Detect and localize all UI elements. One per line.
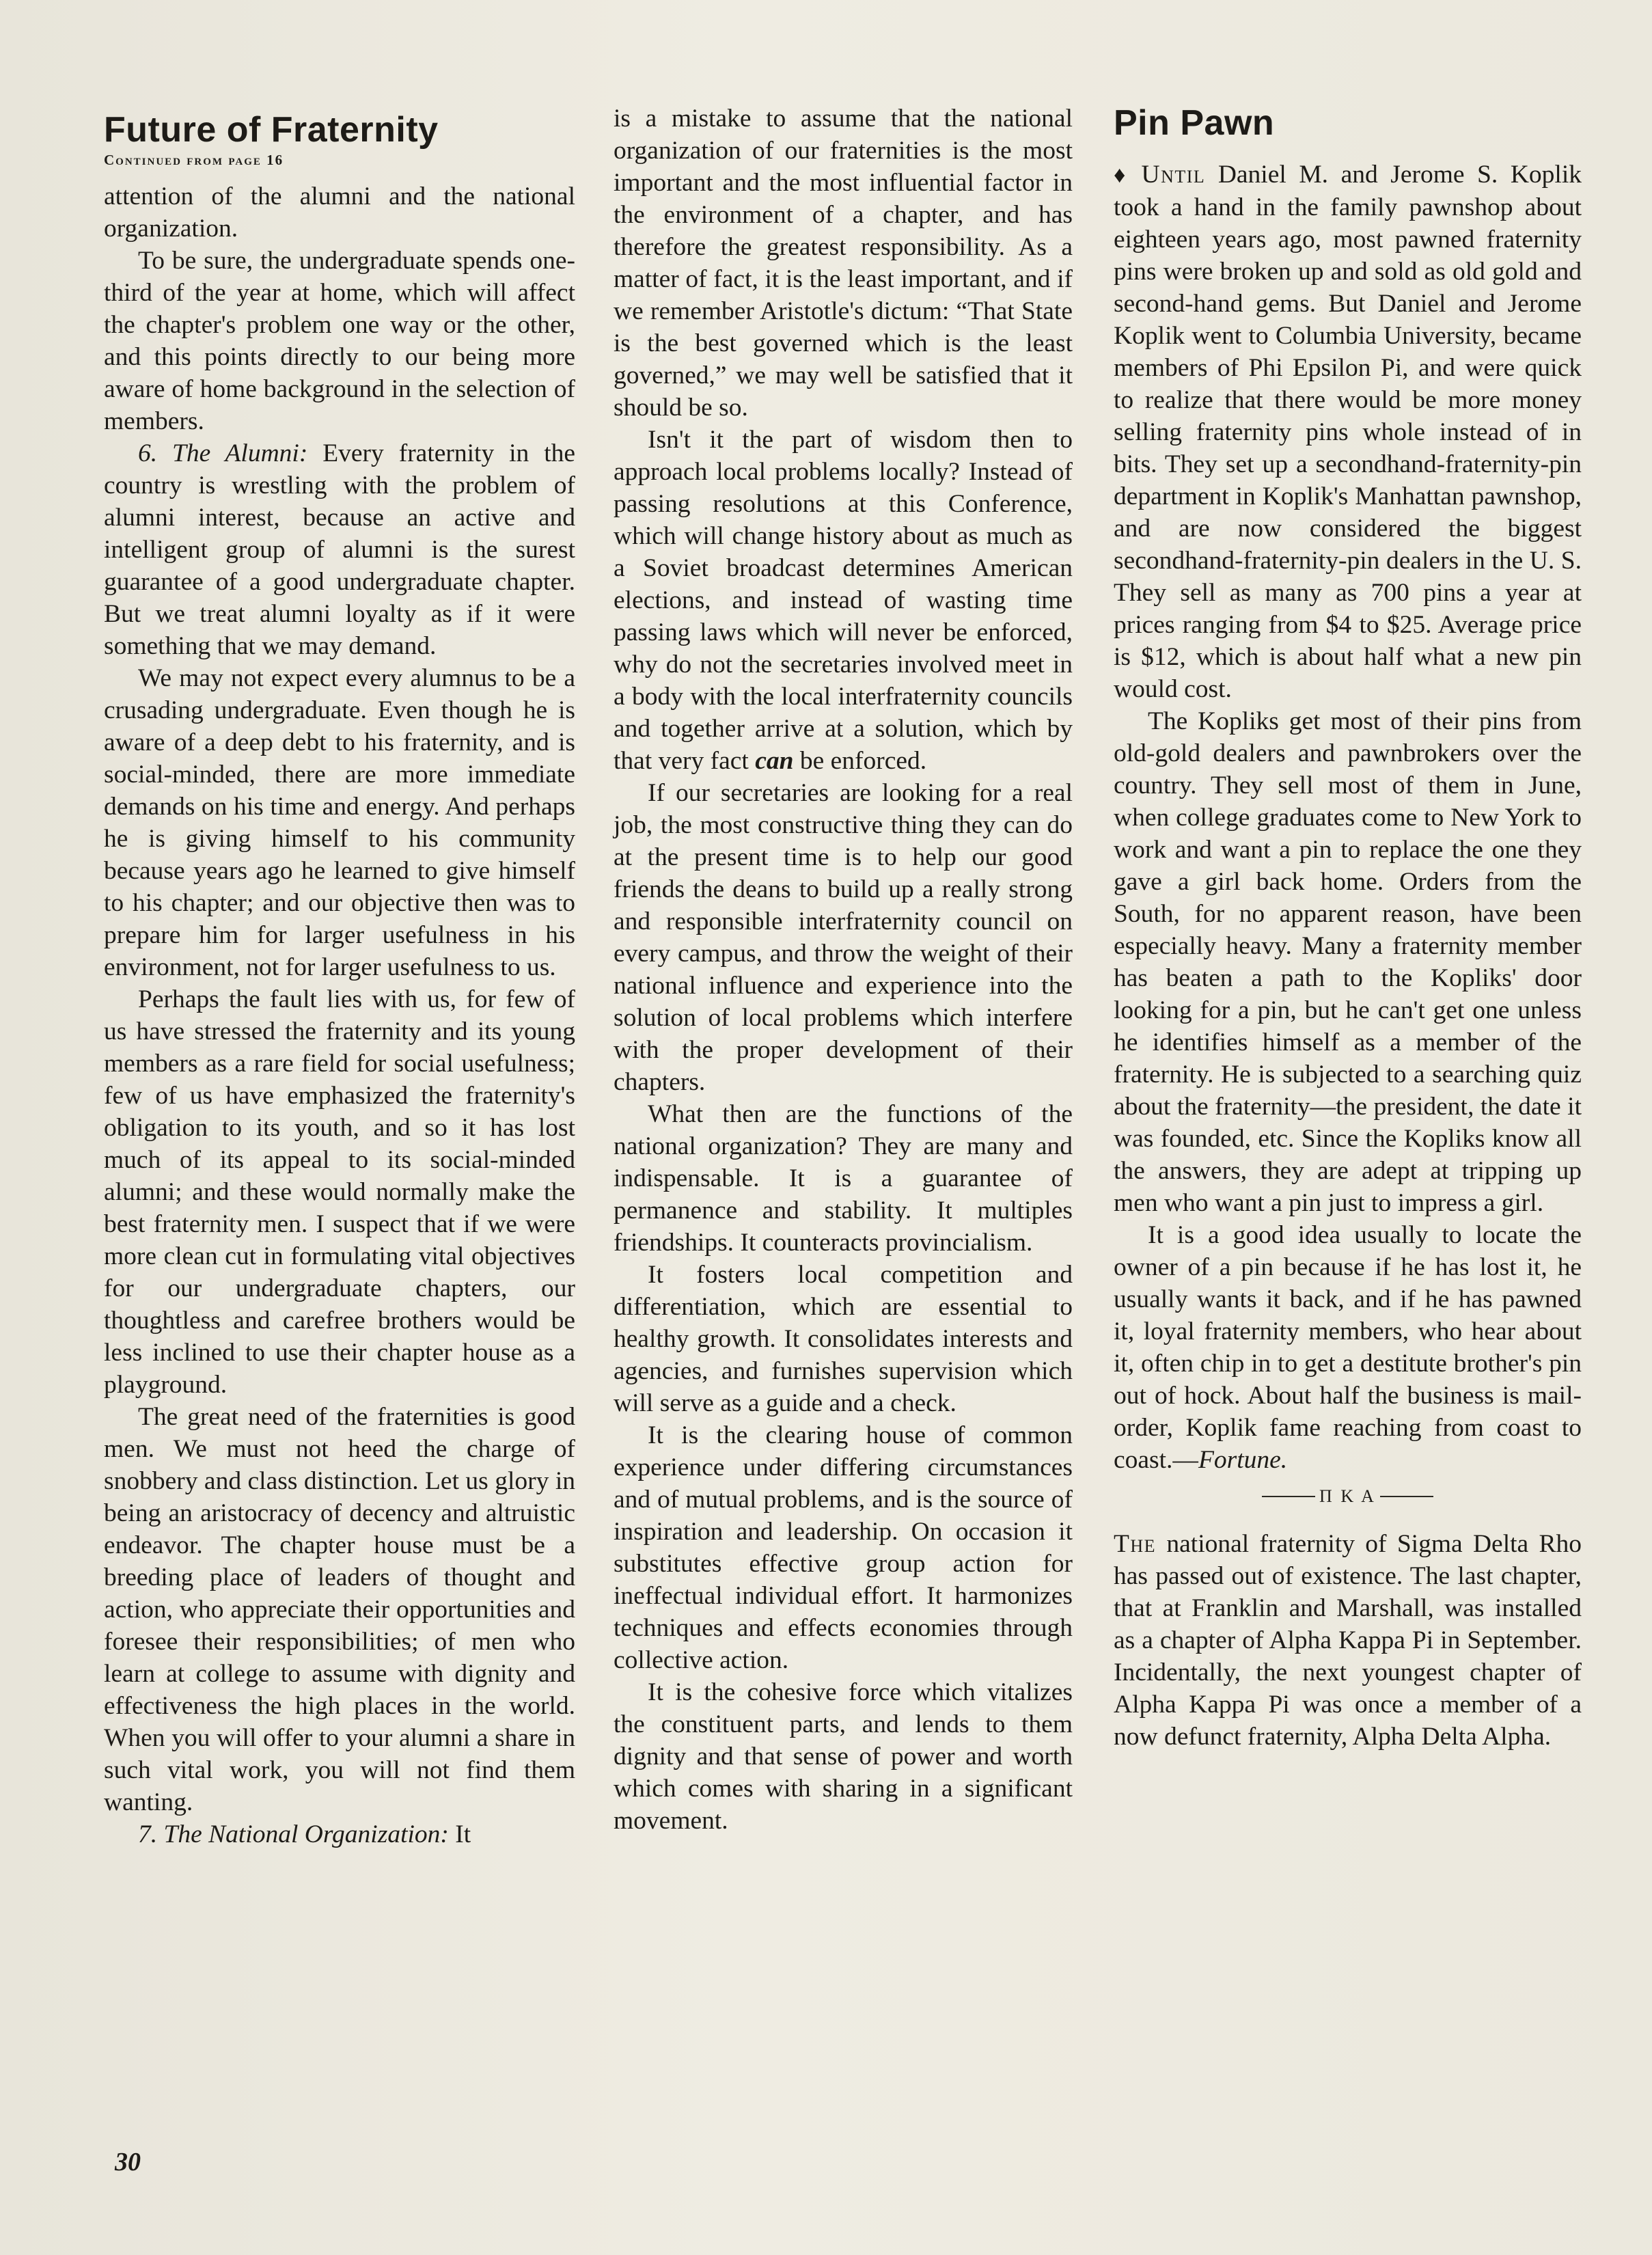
paragraph: 7. The National Organization: It (138, 1820, 471, 1848)
paragraph: 6. The Alumni: Every fraternity in the country is wrestling with the problem of alumni interest, because an active and intelligent group of alumni is the surest guarantee of a good undergraduate chapter. But we treat alumni loyalty as if it were something that we may demand. (104, 439, 576, 660)
paragraph: What then are the functions of the national organization? They are many and indispensable. It is a guarantee of permanence and stability. It multiples friendships. It counteracts provincialism. (614, 1100, 1073, 1257)
section-label-alumni: 6. The Alumni: (138, 439, 308, 467)
article-title-future-of-fraternity: Future of Fraternity (104, 110, 439, 150)
page-number: 30 (115, 2148, 141, 2176)
paragraph: The great need of the fraternities is good men. We must not heed the charge of snobbery and class distinction. Let us glory in being an aristocracy of decency and altruistic endeavor. The chapter house must be a breeding place of leaders of thought and action, who appreciate their opportunities and foresee their responsibilities; of men who learn at college to assume with dignity and effectiveness the high places in the world. When you will offer to your alumni a share in such vital work, you will not find them wanting. (104, 1403, 575, 1816)
left-column (104, 102, 575, 1850)
paragraph: If our secretaries are looking for a real job, the most constructive thing they can do at the present time is to help our good friends the deans to build up a really strong and responsible interfraternity council on every campus, and throw the weight of their national influence and experience into the solution of local problems which interfere with the proper development of their chapters. (614, 779, 1073, 1096)
paragraph: Perhaps the fault lies with us, for few of us have stressed the fraternity and its young members as a rare field for social usefulness; few of us have emphasized the fraternity's obligation to its youth, and so it has lost much of its appeal to its social-minded alumni; and these would normally make the best fraternity men. I suspect that if we were more clean cut in formulating vital objectives for our undergraduate chapters, our thoughtless and carefree brothers would be less inclined to use their chapter house as a playground. (104, 985, 575, 1399)
right-column (1114, 102, 1582, 1753)
paragraph: It is the clearing house of common experience under differing circumstances and of mutual problems, and is the source of inspiration and leadership. On occasion it substitutes effective group action for ineffectual individual effort. It harmonizes techniques and effects economies through collective action. (614, 1421, 1073, 1674)
paragraph: It is the cohesive force which vitalizes the constituent parts, and lends to them dignity and that sense of power and worth which comes with sharing in a significant movement. (614, 1678, 1073, 1835)
paragraph: It fosters local competition and differentiation, which are essential to healthy growth. It consolidates interests and agencies, and furnishes supervision which will serve as a guide and a check. (614, 1261, 1073, 1417)
diamond-bullet-icon: ♦ (1114, 163, 1132, 188)
paragraph: attention of the alumni and the national organization. (104, 182, 575, 243)
source-fortune: Fortune. (1198, 1446, 1288, 1474)
paragraph: The Kopliks get most of their pins from old-gold dealers and pawnbrokers over the country. They sell most of them in June, when college graduates come to New York to work and want a pin to replace the one they gave a girl back home. Orders from the South, for no apparent reason, have been especially heavy. Many a fraternity member has beaten a path to the Kopliks' door looking for a pin, but he can't get one unless he identifies himself as a member of the fraternity. He is subjected to a searching quiz about the fraternity—the president, the date it was founded, etc. Since the Kopliks know all the answers, they are adept at tripping up men who want a pin just to impress a girl. (1114, 707, 1582, 1217)
paragraph: It is a good idea usually to locate the owner of a pin because if he has lost it, he usually wants it back, and if he has pawned it, loyal fraternity members, who hear about it, often chip in to get a destitute brother's pin out of hock. About half the business is mail-order, Koplik fame reaching from coast to coast.—Fortune. (1114, 1221, 1582, 1474)
paragraph: ♦ Until Daniel M. and Jerome S. Koplik took a hand in the family pawnshop about eighteen years ago, most pawned fraternity pins were broken up and sold as old gold and second-hand gems. But Daniel and Jerome Koplik went to Columbia University, became members of Phi Epsilon Pi, and were quick to realize that there would be more money selling fraternity pins whole instead of in bits. They set up a secondhand-fraternity-pin department in Koplik's Manhattan pawnshop, and are now considered the biggest secondhand-fraternity-pin dealers in the U. S. They sell as many as 700 pins a year at prices ranging from $4 to $25. Average price is $12, which is about half what a new pin would cost. (1114, 161, 1582, 703)
paragraph: To be sure, the undergraduate spends one-third of the year at home, which will affect the chapter's problem one way or the other, and this points directly to our being more aware of home background in the selection of members. (104, 247, 575, 435)
paragraph: Isn't it the part of wisdom then to approach local problems locally? Instead of passing resolutions at this Conference, which will change history about as much as a Soviet broadcast determines American elections, and instead of wasting time passing laws which will never be enforced, why do not the secretaries involved meet in a body with the local interfraternity councils and together arrive at a solution, which by that very fact can be enforced. (614, 426, 1073, 775)
middle-column (614, 102, 1073, 1837)
emphasis-can: can (755, 747, 794, 775)
paragraph: is a mistake to assume that the national organization of our fraternities is the most important and the most influential factor in the environment of a chapter, and has therefore the greatest responsibility. As a matter of fact, it is the least important, and if we remember Aristotle's dictum: “That State is the best governed which is the least governed,” we may well be satisfied that it should be so. (614, 105, 1073, 422)
paragraph: We may not expect every alumnus to be a crusading undergraduate. Even though he is aware of a deep debt to his fraternity, and is social-minded, there are more immediate demands on his time and energy. And perhaps he is giving himself to his community because years ago he learned to give himself to his chapter; and our objective then was to prepare him for larger usefulness in his environment, not for larger usefulness to us. (104, 664, 575, 981)
section-label-national-organization: 7. The National Organization: (138, 1820, 449, 1848)
section-divider (1114, 1483, 1582, 1510)
paragraph: The national fraternity of Sigma Delta Rho has passed out of existence. The last chapter, that at Franklin and Marshall, was installed as a chapter of Alpha Kappa Pi in September. Incidentally, the next youngest chapter of Alpha Kappa Pi was once a member of a now defunct fraternity, Alpha Delta Alpha. (1114, 1530, 1582, 1751)
divider-text: Π K A (1319, 1486, 1376, 1506)
article-title-pin-pawn: Pin Pawn (1114, 103, 1275, 143)
continued-note: Continued from page 16 (104, 152, 284, 168)
